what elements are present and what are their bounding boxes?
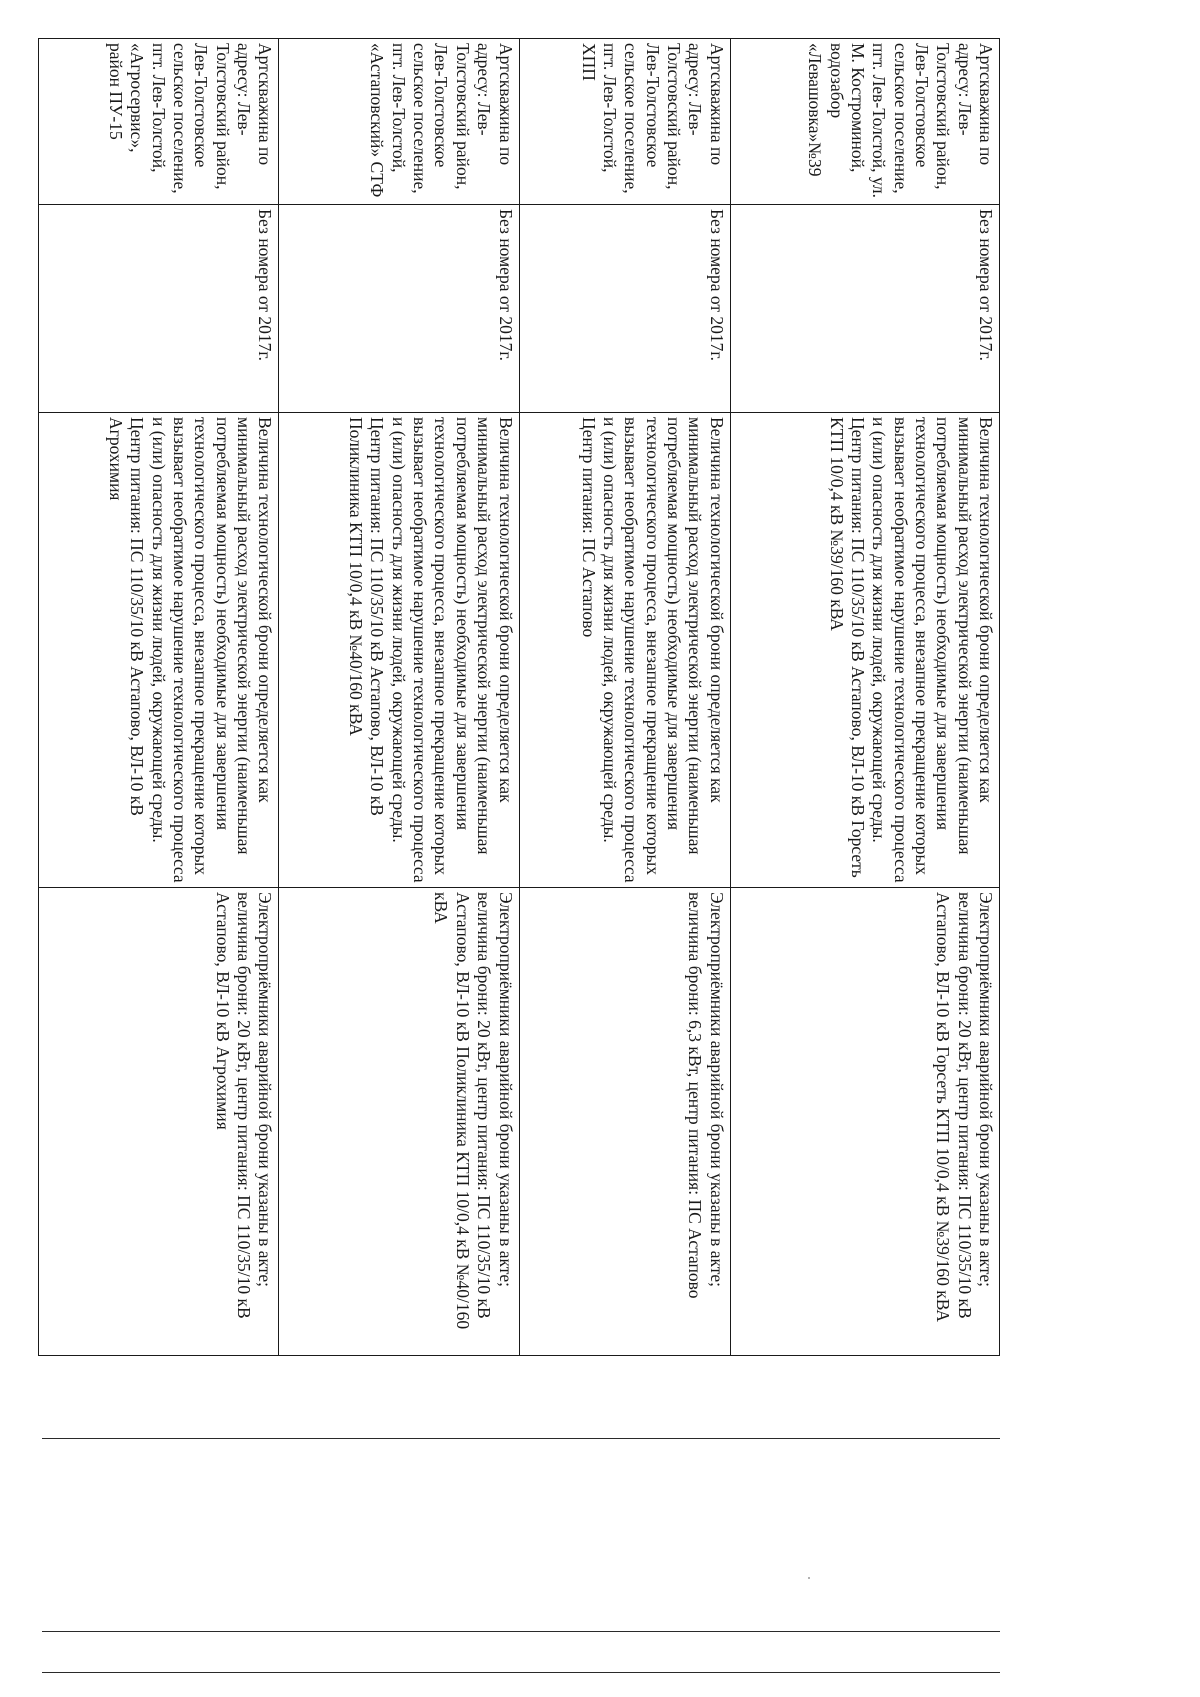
emergency-reserve-cell (279, 888, 519, 1356)
reserve-table (38, 38, 1000, 1356)
address-cell (279, 39, 519, 205)
emergency-reserve-text: Электроприёмники аварийной брони указаны в акте; величина брони: 6,3 кВт, центр питания: ПС Астапово (685, 892, 727, 1299)
tech-reserve-cell (279, 413, 519, 888)
table-row (39, 39, 279, 1356)
document-cell (279, 205, 519, 413)
address-text: Артскважина по адресу: Лев-Толстовский район, Лев-Толстовское сельское поселение, пгт. Лев-Толстой, ул. М. Костроминой, водозабор «Левашовка»№39 (805, 43, 996, 198)
document-text: Без номера от 2017г. (255, 209, 276, 361)
emergency-reserve-text: Электроприёмники аварийной брони указаны в акте; величина брони: 20 кВт, центр питания: ПС 110/35/10 кВ Астапово, ВЛ-10 кВ Агрохимия (212, 892, 276, 1319)
address-cell (39, 39, 279, 205)
tech-reserve-text: Величина технологической брони определяется как минимальный расход электрической энергии (наименьшая потребляемая мощность) необходимые для завершения технологического процесса, внезапное прекращение которых вызывает необратимое нарушение технологического процесса и (или) опасность для жизни людей, окружающей среды. Центр питания: ПС 110/35/10 кВ Астапово, ВЛ-10 кВ Поликлиника КТП 10/0,4 кВ №40/160 кВА (346, 417, 516, 883)
form-line (42, 1631, 1000, 1632)
document-cell (39, 205, 279, 413)
document-text: Без номера от 2017г. (495, 209, 516, 361)
rotated-table-wrapper (38, 38, 1000, 1355)
address-text: Артскважина по адресу: Лев-Толстовский район, Лев-Толстовское сельское поселение, пгт. Лев-Толстой, «Астаповский» СТФ (367, 43, 516, 198)
emergency-reserve-text: Электроприёмники аварийной брони указаны в акте; величина брони: 20 кВт, центр питания: ПС 110/35/10 кВ Астапово, ВЛ-10 кВ Горсеть КТП 10/0,4 кВ №39/160 кВА (933, 892, 996, 1323)
table-row (730, 39, 999, 1356)
table-row (519, 39, 730, 1356)
emergency-reserve-cell (39, 888, 279, 1356)
form-line (42, 1438, 1000, 1439)
tech-reserve-cell (519, 413, 730, 888)
document-text: Без номера от 2017г. (976, 209, 996, 361)
address-cell (730, 39, 999, 205)
document-text: Без номера от 2017г. (706, 209, 727, 361)
emergency-reserve-cell (519, 888, 730, 1356)
address-text: Артскважина по адресу: Лев-Толстовский район, Лев-Толстовское сельское поселение, пгт. Лев-Толстой, ХПП (578, 43, 727, 194)
tech-reserve-cell (730, 413, 999, 888)
tech-reserve-cell (39, 413, 279, 888)
tech-reserve-text: Величина технологической брони определяется как минимальный расход электрической энергии (наименьшая потребляемая мощность) необходимые для завершения технологического процесса, внезапное прекращение которых вызывает необратимое нарушение технологического процесса и (или) опасность для жизни людей, окружающей среды. Центр питания: ПС Астапово (578, 417, 727, 883)
tech-reserve-text: Величина технологической брони определяется как минимальный расход электрической энергии (наименьшая потребляемая мощность) необходимые для завершения технологического процесса, внезапное прекращение которых вызывает необратимое нарушение технологического процесса и (или) опасность для жизни людей, окружающей среды. Центр питания: ПС 110/35/10 кВ Астапово, ВЛ-10 кВ Горсеть КТП 10/0,4 кВ №39/160 кВА (826, 417, 996, 883)
document-cell (730, 205, 999, 413)
emergency-reserve-cell (730, 888, 999, 1356)
emergency-reserve-text: Электроприёмники аварийной брони указаны в акте; величина брони: 20 кВт, центр питания: ПС 110/35/10 кВ Астапово, ВЛ-10 кВ Поликлиника КТП 10/0,4 кВ №40/160 кВА (431, 892, 516, 1330)
address-text: Артскважина по адресу: Лев-Толстовский район, Лев-Толстовское сельское поселение, пгт. Лев-Толстой, «Агросервис», район ПУ-15 (105, 43, 276, 194)
document-cell (519, 205, 730, 413)
address-cell (519, 39, 730, 205)
scan-speck (808, 1577, 810, 1579)
tech-reserve-text: Величина технологической брони определяется как минимальный расход электрической энергии (наименьшая потребляемая мощность) необходимые для завершения технологического процесса, внезапное прекращение которых вызывает необратимое нарушение технологического процесса и (или) опасность для жизни людей, окружающей среды. Центр питания: ПС 110/35/10 кВ Астапово, ВЛ-10 кВ Агрохимия (105, 417, 276, 883)
form-line (42, 1672, 1000, 1673)
table-row (279, 39, 519, 1356)
